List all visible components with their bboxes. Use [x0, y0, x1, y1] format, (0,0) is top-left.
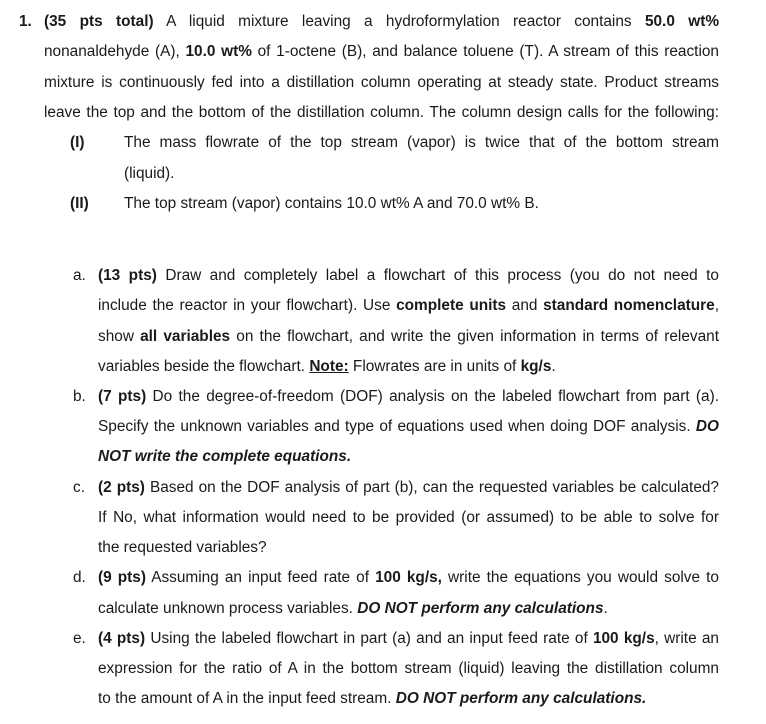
- part-e-text: , write an: [654, 630, 719, 647]
- part-a-text: include the reactor in your flowchart). Use: [98, 297, 397, 314]
- part-d-points: (9 pts): [98, 569, 146, 586]
- part-e-text: Using the labeled flowchart in part (a) and an input feed rate of: [150, 630, 593, 647]
- condition-2-line-1: The top stream (vapor) contains 10.0 wt% A and 70.0 wt% B.: [124, 195, 539, 212]
- part-a-text: ,: [714, 297, 719, 314]
- part-e-line-3: [98, 689, 646, 709]
- part-b-line-1: [98, 387, 719, 407]
- part-a-text: Flowrates are in units of: [348, 358, 521, 375]
- part-a-line-1: [98, 266, 719, 286]
- part-d-line-2: [98, 599, 608, 619]
- problem-points: (35 pts total): [44, 13, 154, 30]
- part-a-note: Note:: [309, 358, 349, 375]
- part-e-line-2: expression for the ratio of A in the bottom stream (liquid) leaving the distillation column: [98, 660, 719, 677]
- part-b-points: (7 pts): [98, 388, 147, 405]
- intro-bold-a: 50.0 wt%: [644, 13, 720, 30]
- part-a-bold: complete units: [396, 297, 507, 314]
- part-a-bold: standard nomenclature: [543, 297, 715, 314]
- part-a-text: on the flowchart, and write the given information in terms of relevant: [230, 328, 719, 345]
- condition-label-2: (II): [70, 195, 89, 212]
- part-d-bold: 100 kg/s,: [375, 569, 442, 586]
- part-b-text: Do the degree-of-freedom (DOF) analysis on the labeled flowchart from part (a).: [152, 388, 719, 405]
- part-a-line-3: [98, 327, 719, 347]
- part-d-emph: DO NOT perform any calculations: [357, 600, 604, 617]
- part-a-text: variables beside the flowchart.: [98, 358, 310, 375]
- part-e-line-1: [98, 629, 719, 649]
- part-b-line-2: [98, 417, 719, 437]
- part-a-line-2: [98, 296, 719, 316]
- part-a-text: show: [98, 328, 141, 345]
- intro-text: A liquid mixture leaving a hydroformylation reactor contains: [166, 13, 645, 30]
- intro-line-4: leave the top and the bottom of the distillation column. The column design calls for the following:: [44, 104, 719, 121]
- part-c-points: (2 pts): [98, 479, 145, 496]
- part-c-line-3: the requested variables?: [98, 539, 267, 556]
- part-a-text: Draw and completely label a flowchart of this process (you do not need to: [165, 267, 719, 284]
- part-d-text: write the equations you would solve to: [441, 569, 719, 586]
- intro-text: of 1-octene (B), and balance toluene (T). A stream of this reaction: [251, 43, 719, 60]
- part-c-letter: c.: [73, 479, 85, 496]
- part-b-emph: DO: [695, 418, 719, 435]
- part-d-text: calculate unknown process variables.: [98, 600, 358, 617]
- part-a-bold: kg/s: [520, 358, 552, 375]
- condition-1-line-1: The mass flowrate of the top stream (vapor) is twice that of the bottom stream: [124, 134, 719, 151]
- part-c-text: Based on the DOF analysis of part (b), can the requested variables be calculated?: [149, 479, 719, 496]
- part-b-letter: b.: [73, 388, 86, 405]
- part-d-text: .: [603, 600, 608, 617]
- condition-label-1: (I): [70, 134, 85, 151]
- part-e-bold: 100 kg/s: [592, 630, 655, 647]
- intro-text: nonanaldehyde (A),: [44, 43, 186, 60]
- part-d-text: Assuming an input feed rate of: [151, 569, 376, 586]
- part-d-letter: d.: [73, 569, 86, 586]
- part-a-bold: all variables: [140, 328, 231, 345]
- part-e-letter: e.: [73, 630, 86, 647]
- part-e-text: to the amount of A in the input feed stream.: [98, 690, 396, 707]
- part-e-points: (4 pts): [98, 630, 146, 647]
- part-c-line-1: [98, 478, 719, 498]
- part-a-line-4: [98, 357, 556, 377]
- part-b-text: Specify the unknown variables and type of equations used when doing DOF analysis.: [98, 418, 696, 435]
- intro-line-2: [44, 42, 719, 62]
- intro-line-1: [44, 12, 719, 32]
- problem-number: 1.: [19, 13, 32, 30]
- part-d-line-1: [98, 568, 719, 588]
- intro-line-3: mixture is continuously fed into a distillation column operating at steady state. Product streams: [44, 74, 719, 91]
- intro-bold-b: 10.0 wt%: [185, 43, 252, 60]
- part-b-line-3: NOT write the complete equations.: [98, 448, 352, 465]
- part-c-line-2: If No, what information would need to be provided (or assumed) to be able to solve for: [98, 509, 719, 526]
- part-a-letter: a.: [73, 267, 86, 284]
- part-a-points: (13 pts): [98, 267, 157, 284]
- part-a-text: and: [506, 297, 544, 314]
- condition-1-line-2: (liquid).: [124, 165, 175, 182]
- part-a-text: .: [551, 358, 556, 375]
- part-e-emph: DO NOT perform any calculations.: [395, 690, 647, 707]
